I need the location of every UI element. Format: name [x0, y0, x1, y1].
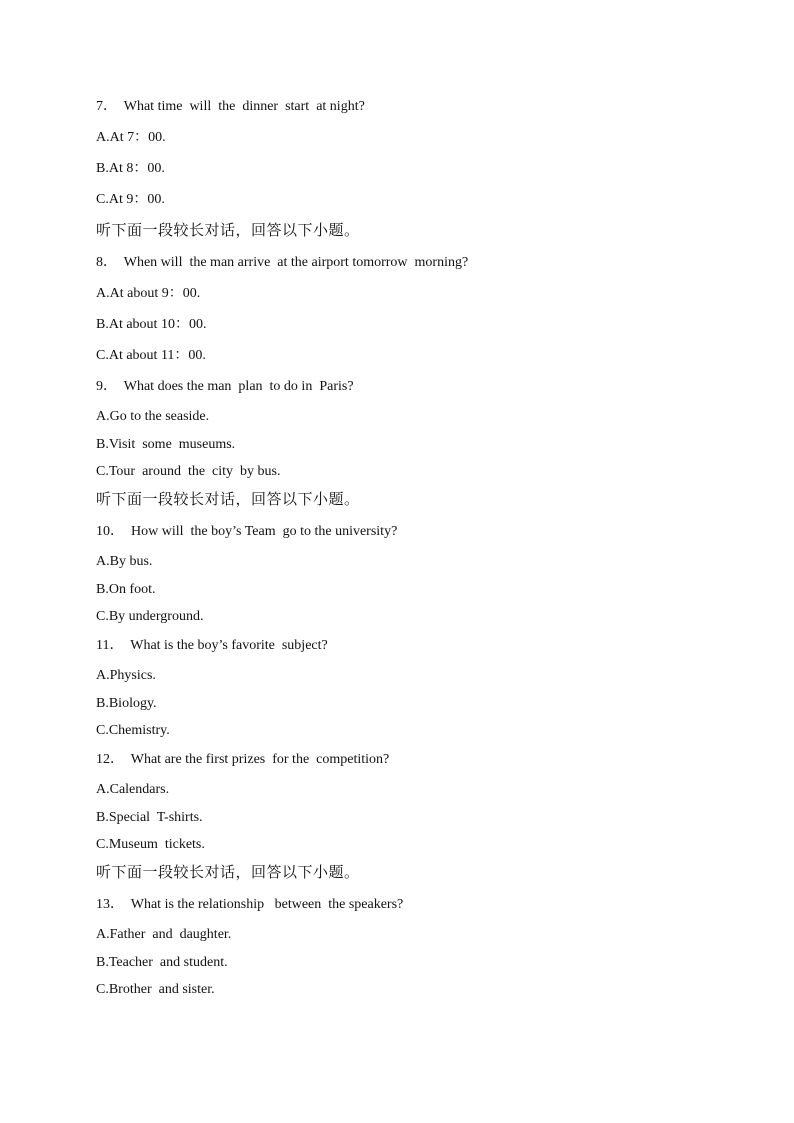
option-13b: B.Teacher and student.: [96, 955, 228, 970]
section-instruction: 听下面一段较长对话，回答以下小题。: [96, 490, 360, 508]
option-12b: B.Special T-shirts.: [96, 810, 203, 825]
option-12a: A.Calendars.: [96, 782, 170, 797]
option-8a: A.At about 9：00.: [96, 286, 201, 301]
option-8c: C.At about 11：00.: [96, 348, 206, 363]
question-11: 11． What is the boy’s favorite subject?: [96, 638, 328, 653]
question-8: 8． When will the man arrive at the airport tomorrow morning?: [96, 255, 469, 270]
option-12c: C.Museum tickets.: [96, 837, 205, 852]
option-7c: C.At 9：00.: [96, 192, 165, 207]
option-7a: A.At 7：00.: [96, 130, 166, 145]
option-13c: C.Brother and sister.: [96, 982, 215, 997]
question-12: 12． What are the first prizes for the competition?: [96, 752, 390, 767]
question-7: 7． What time will the dinner start at night?: [96, 99, 365, 114]
option-9b: B.Visit some museums.: [96, 437, 236, 452]
question-10: 10． How will the boy’s Team go to the university?: [96, 524, 398, 539]
option-11a: A.Physics.: [96, 668, 156, 683]
option-8b: B.At about 10：00.: [96, 317, 207, 332]
option-13a: A.Father and daughter.: [96, 927, 232, 942]
option-11b: B.Biology.: [96, 696, 157, 711]
option-10a: A.By bus.: [96, 554, 153, 569]
option-10c: C.By underground.: [96, 609, 204, 624]
question-13: 13． What is the relationship between the speakers?: [96, 897, 404, 912]
question-9: 9． What does the man plan to do in Paris?: [96, 379, 354, 394]
option-10b: B.On foot.: [96, 582, 156, 597]
option-9c: C.Tour around the city by bus.: [96, 464, 281, 479]
option-7b: B.At 8：00.: [96, 161, 165, 176]
option-9a: A.Go to the seaside.: [96, 409, 210, 424]
option-11c: C.Chemistry.: [96, 723, 170, 738]
section-instruction: 听下面一段较长对话，回答以下小题。: [96, 221, 360, 239]
section-instruction: 听下面一段较长对话，回答以下小题。: [96, 863, 360, 881]
